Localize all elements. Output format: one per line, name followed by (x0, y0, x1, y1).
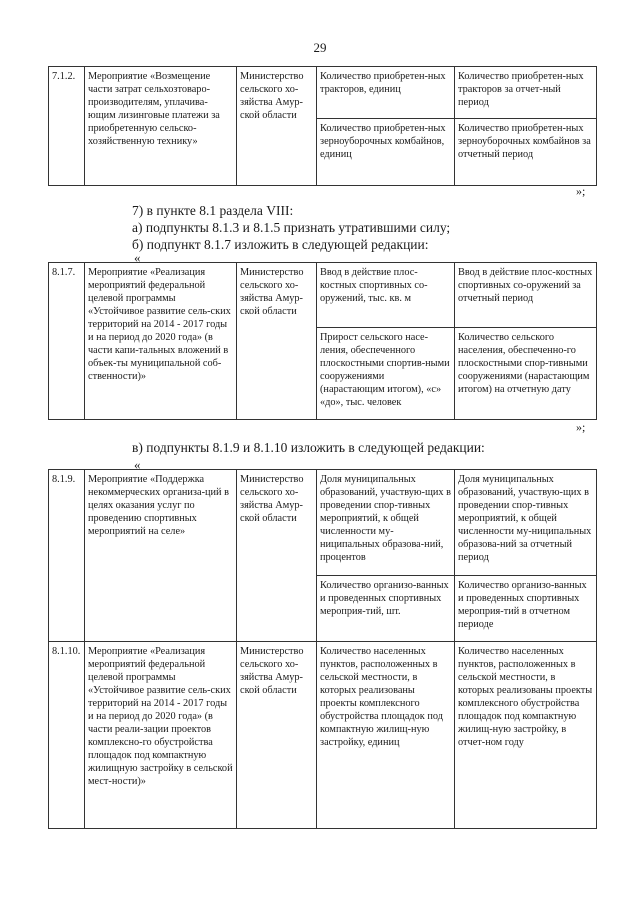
indicator-cell: Количество организо-ванных и проведенных спортивных мероприя-тий, шт. (317, 575, 455, 641)
ministry-cell: Министерство сельского хо-зяйства Амур-ской области (237, 470, 317, 642)
event-cell: Мероприятие «Поддержка некоммерческих организа-ций в целях оказания услуг по проведению спортивных мероприятий на селе» (85, 470, 237, 642)
indicator-cell: Количество приобретен-ных зерноуборочных комбайнов, единиц (317, 119, 455, 186)
event-cell: Мероприятие «Возмещение части затрат сельхозтоваро-производителям, уплачива-ющим лизинговые платежи за приобретенную сельско-хозяйственную технику» (85, 67, 237, 186)
indicator-cell: Количество приобретен-ных тракторов, единиц (317, 67, 455, 119)
table-row (49, 67, 597, 119)
instruction-v: в) подпункты 8.1.9 и 8.1.10 изложить в следующей редакции: (132, 440, 485, 455)
ministry-cell: Министерство сельского хо-зяйства Амур-ской области (237, 67, 317, 186)
ministry-cell: Министерство сельского хо-зяйства Амур-ской области (237, 642, 317, 829)
indicator-cell: Доля муниципальных образований, участвую-щих в проведении спор-тивных мероприятий, к общей численности му-ниципальных образова-ний, процентов (317, 470, 455, 576)
indicator-cell: Ввод в действие плос-костных спортивных со-оружений, тыс. кв. м (317, 263, 455, 328)
indicator-period-cell: Ввод в действие плос-костных спортивных со-оружений за отчетный период (455, 263, 597, 328)
instruction-a: а) подпункты 8.1.3 и 8.1.5 признать утратившими силу; (132, 220, 451, 235)
row-number: 8.1.7. (49, 263, 85, 420)
indicator-cell: Прирост сельского насе-ления, обеспеченного плоскостными спортив-ными сооружениями (нарастающим итогом), «с» «до», тыс. человек (317, 328, 455, 420)
row-number: 8.1.10. (49, 642, 85, 829)
page-number: 29 (313, 40, 327, 55)
table-row (49, 642, 597, 829)
row-number: 8.1.9. (49, 470, 85, 642)
row-number: 7.1.2. (49, 67, 85, 186)
indicator-cell: Количество населенных пунктов, расположенных в сельской местности, в которых реализованы проекты комплексного обустройства площадок под компактную жилищ-ную застройку, единиц (317, 642, 455, 829)
closing-quote: »; (576, 184, 586, 198)
opening-quote: « (134, 457, 141, 472)
instruction-7: 7) в пункте 8.1 раздела VIII: (132, 203, 294, 218)
indicator-period-cell: Доля муниципальных образований, участвую-щих в проведении спор-тивных мероприятий, к общей численности му-ниципальных образова-ний за отчетный период (455, 470, 597, 576)
opening-quote: « (134, 250, 141, 265)
indicator-period-cell: Количество приобретен-ных зерноуборочных комбайнов за отчетный период (455, 119, 597, 186)
indicator-period-cell: Количество приобретен-ных тракторов за отчет-ный период (455, 67, 597, 119)
table-row (49, 263, 597, 328)
table-8-1-7 (48, 262, 597, 420)
table-8-1-9-8-1-10 (48, 469, 597, 829)
ministry-cell: Министерство сельского хо-зяйства Амур-ской области (237, 263, 317, 420)
indicator-period-cell: Количество населенных пунктов, расположенных в сельской местности, в которых реализованы проекты комплексного обустройства площадок под компактную жилищ-ную застройку, в отчет-ном году (455, 642, 597, 829)
instruction-b: б) подпункт 8.1.7 изложить в следующей редакции: (132, 237, 429, 252)
indicator-period-cell: Количество организо-ванных и проведенных спортивных мероприя-тий в отчетном периоде (455, 575, 597, 641)
table-7-1-2 (48, 66, 597, 186)
event-cell: Мероприятие «Реализация мероприятий федеральной целевой программы «Устойчивое развитие сель-ских территорий на 2014 - 2017 годы и на период до 2020 года» (в части реали-зации проектов комплексно-го обустройства площадок под компактную жилищную застройку в сельской мест-ности)» (85, 642, 237, 829)
event-cell: Мероприятие «Реализация мероприятий федеральной целевой программы «Устойчивое развитие сель-ских территорий на 2014 - 2017 годы и на период до 2020 года» (в части капи-тальных вложений в объек-ты муниципальной соб-ственности)» (85, 263, 237, 420)
table-row (49, 470, 597, 576)
closing-quote: »; (576, 420, 586, 434)
indicator-period-cell: Количество сельского населения, обеспеченно-го плоскостными спор-тивными сооружениями (нарастающим итогом) на отчетную дату (455, 328, 597, 420)
